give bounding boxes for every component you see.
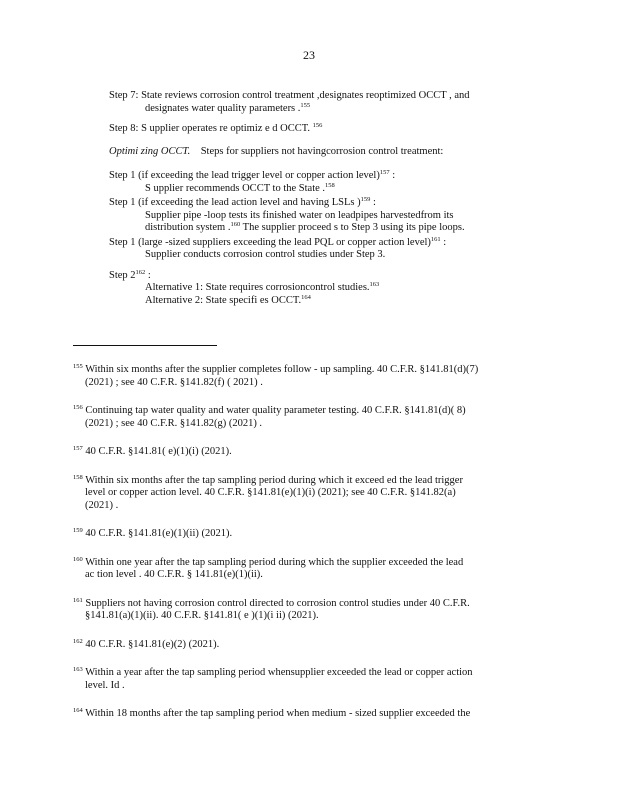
step-1a: Step 1 (if exceeding the lead trigger level or copper action level)$^{157}$ : S upplier recommends OCCT to the State .$^{158}$: [109, 170, 521, 195]
step-8: [109, 123, 521, 136]
footnote-ref: 162: [135, 268, 146, 276]
step-7: [109, 90, 521, 115]
step-text: S upplier recommends OCCT to the State .: [145, 182, 326, 194]
alternative-2: [109, 295, 521, 308]
footnote-number: 158: [73, 473, 83, 481]
alternative-1: [109, 282, 521, 295]
footnote-text: level or copper action level. 40 C.F.R. §141.81(e)(1)(i) (2021); see 40 C.F.R. §141.82(a): [85, 487, 456, 498]
footnote-161: [73, 598, 529, 623]
footnote-ref: 161: [430, 235, 441, 243]
footnote-text: Within one year after the tap sampling period during which the supplier exceeded the lead: [85, 556, 464, 568]
footnote-ref: 159: [360, 196, 371, 203]
footnote-text: Within six months after the supplier completes follow - up sampling. 40 C.F.R. §141.81(d)(7): [85, 364, 479, 375]
footnote-text: Suppliers not having corrosion control directed to corrosion control studies under 40 C.F.R.: [85, 597, 470, 609]
footnote-text: (2021) ; see 40 C.F.R. §141.82(f) ( 2021) .: [85, 376, 263, 388]
step-text: The supplier proceed s to Step 3 using its pipe loops.: [242, 222, 465, 233]
footnote-ref: 164: [301, 293, 311, 301]
step-text: distribution system .: [145, 222, 231, 233]
step-1b-cont: [109, 210, 521, 235]
footnote-ref: 158: [325, 181, 335, 189]
footnote-number: 163: [73, 666, 83, 673]
footnote-text: §141.81(a)(1)(ii). 40 C.F.R. §141.81( e )(1)(i ii) (2021).: [85, 610, 319, 621]
footnote-text: (2021) ; see 40 C.F.R. §141.82(g) (2021) .: [85, 417, 263, 429]
step-1c: Step 1 (large -sized suppliers exceeding the lead PQL or copper action level)$^{161}$ : Supplier conducts corrosion control studies under Step 3.: [109, 237, 521, 262]
step-label: Step 1: [109, 170, 136, 181]
footnote-ref: 157: [379, 169, 390, 176]
step-label: Step 2: [109, 269, 136, 281]
footnote-ref: 155: [300, 101, 311, 109]
footnote-text: level. Id .: [85, 679, 125, 691]
footnote-text: 40 C.F.R. §141.81( e)(1)(i) (2021).: [85, 446, 232, 457]
subheading: [109, 146, 521, 159]
step-text: (if exceeding the lead action level and having LSLs ): [138, 197, 361, 208]
step-text: Supplier pipe -loop tests its finished water on leadpipes harvestedfrom its: [145, 209, 454, 221]
step-text: Supplier conducts corrosion control studies under Step 3.: [145, 249, 386, 260]
step-1c-cont: [109, 249, 521, 262]
footnote-number: 164: [73, 707, 83, 714]
footnote-number: 156: [73, 404, 83, 411]
footnote-157: [73, 446, 529, 459]
footnote-number: 155: [73, 363, 83, 370]
footnote-text: (2021) .: [85, 499, 119, 511]
step-7-cont: [109, 103, 521, 116]
footnote-text: 40 C.F.R. §141.81(e)(2) (2021).: [85, 638, 220, 650]
footnote-number: 162: [73, 637, 83, 645]
footnote-text: Within 18 months after the tap sampling period when medium - sized supplier exceeded the: [85, 708, 471, 719]
footnote-160: [73, 557, 529, 582]
step-label: Step 1: [109, 236, 136, 248]
footnote-ref: 160: [230, 221, 241, 228]
footnote-ref: 163: [369, 281, 380, 288]
footnote-text: Continuing tap water quality and water quality parameter testing. 40 C.F.R. §141.81(d)( 8): [85, 405, 466, 416]
step-1b-line2: [145, 222, 521, 235]
footnote-156: [73, 405, 529, 430]
footnote-158: [73, 475, 529, 513]
footnote-159: [73, 528, 529, 541]
subheading-text: Steps for suppliers not havingcorrosion control treatment:: [200, 145, 444, 157]
step-text: (large -sized suppliers exceeding the lead PQL or copper action level): [138, 236, 431, 248]
footnote-163: [73, 667, 529, 692]
footnote-text: 40 C.F.R. §141.81(e)(1)(ii) (2021).: [85, 528, 233, 539]
footnote-divider: [73, 345, 217, 346]
footnote-number: 159: [73, 527, 83, 534]
footnote-155: [73, 364, 529, 389]
step-2: Step $2^{162}$ : Alternative 1: State requires corrosioncontrol studies.$^{163}$ Alternative 2: State specifi es OCCT.$^{164}$: [109, 270, 521, 308]
footnotes: [73, 364, 529, 737]
step-text: designates water quality parameters .: [145, 102, 301, 114]
step-text: (if exceeding the lead trigger level or copper action level): [138, 170, 380, 181]
alternative-text: Alternative 1: State requires corrosioncontrol studies.: [145, 282, 370, 293]
alternative-text: Alternative 2: State specifi es OCCT.: [145, 294, 302, 306]
footnote-text: Within six months after the tap sampling period during which it exceed ed the lead trigger: [85, 474, 463, 486]
page-number: 23: [303, 48, 315, 62]
step-label: Step 8:: [109, 123, 139, 134]
footnote-number: 157: [73, 445, 83, 452]
subheading-italic: Optimi zing OCCT.: [109, 145, 191, 157]
step-text: State reviews corrosion control treatment ,designates reoptimized OCCT , and: [141, 90, 470, 101]
footnote-162: [73, 639, 529, 652]
footnote-164: [73, 708, 529, 721]
footnote-ref: 156: [312, 122, 323, 129]
step-label: Step 1: [109, 197, 136, 208]
footnote-number: 161: [73, 596, 83, 604]
step-1a-cont: [109, 183, 521, 196]
step-label: Step 7:: [109, 90, 139, 101]
step-text: S upplier operates re optimiz e d OCCT.: [141, 123, 311, 134]
step-1b: Step 1 (if exceeding the lead action level and having LSLs )$^{159}$ : Supplier pipe -loop tests its finished water on leadpipes harvestedfrom its distribution system .$^{160}$ The supplier proceed s to Step 3 using its pipe loops.: [109, 197, 521, 235]
footnote-text: Within a year after the tap sampling period whensupplier exceeded the lead or copper action: [85, 667, 473, 678]
footnote-text: ac tion level . 40 C.F.R. § 141.81(e)(1)(ii).: [85, 569, 263, 580]
footnote-number: 160: [73, 555, 83, 563]
steps-block: [109, 90, 521, 313]
